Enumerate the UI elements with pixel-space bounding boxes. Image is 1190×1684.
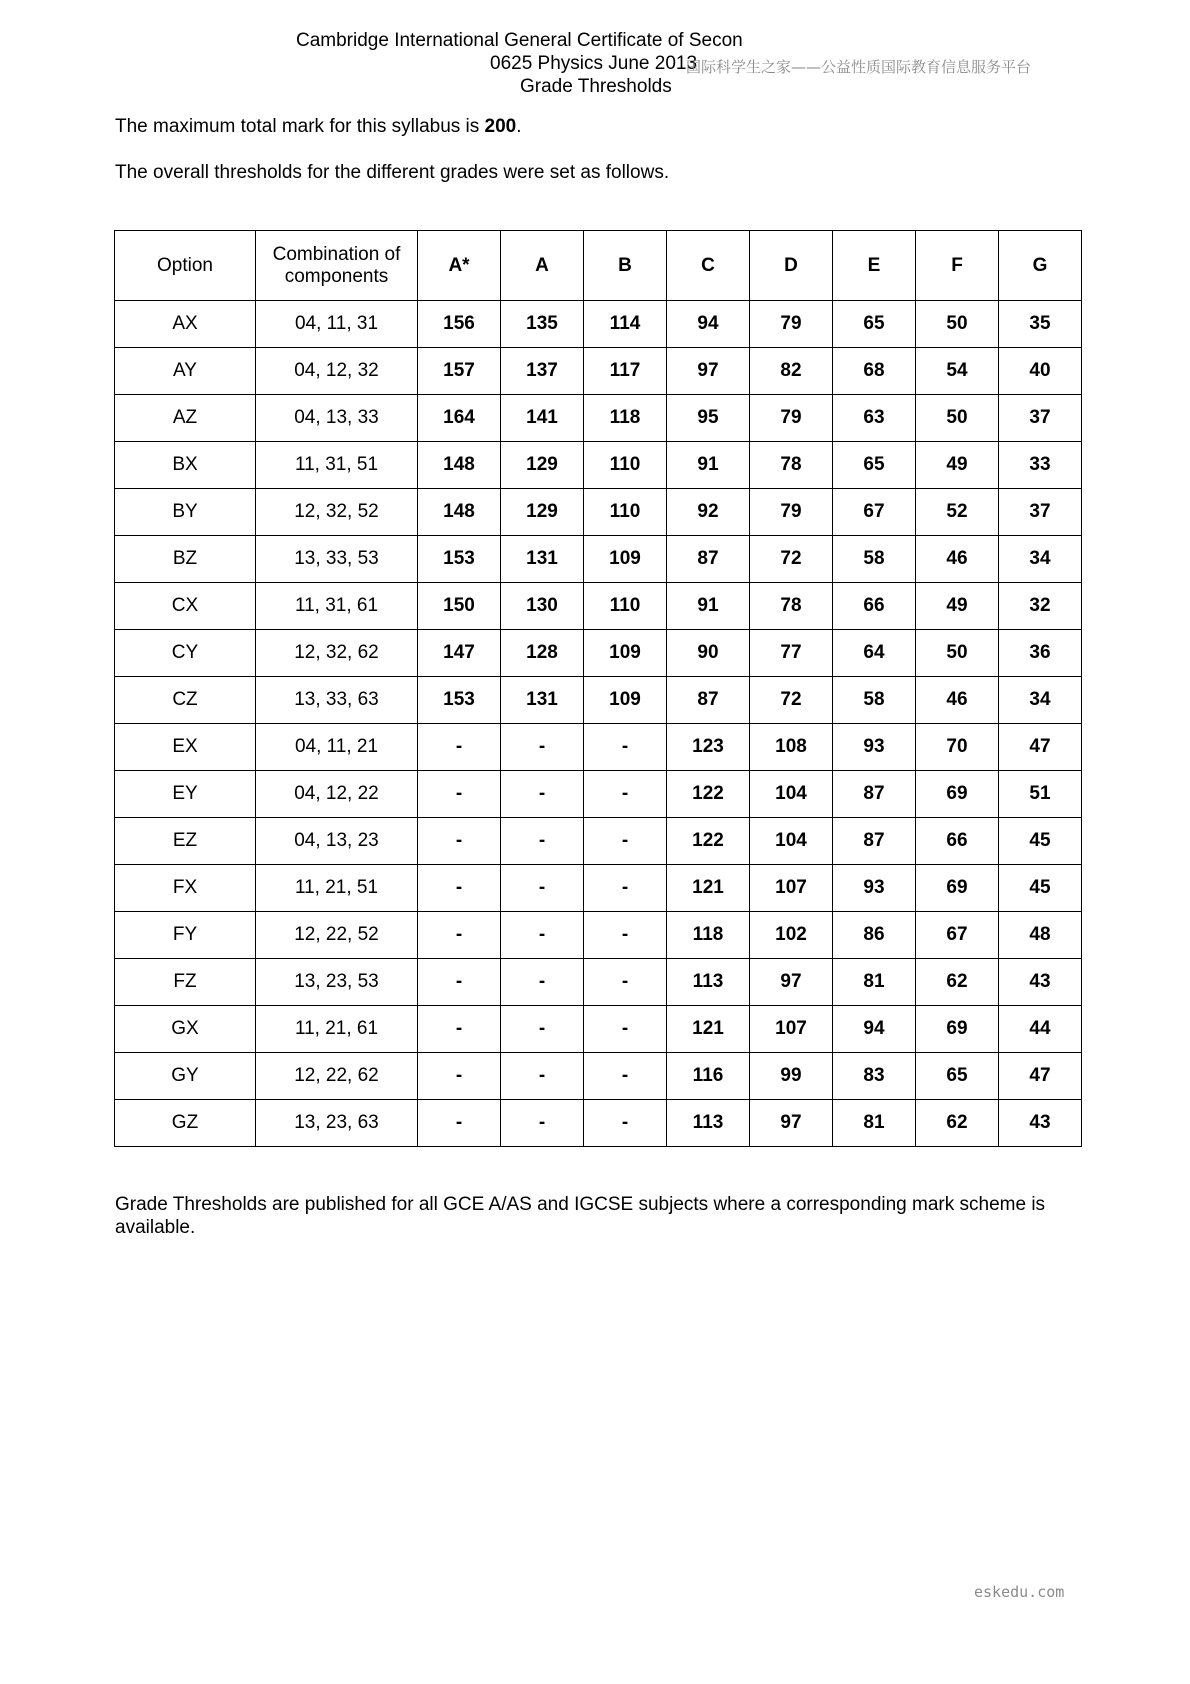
threshold-cell: 113 — [667, 1100, 750, 1147]
option-cell: EZ — [115, 818, 256, 865]
components-cell: 11, 21, 61 — [256, 1006, 418, 1053]
threshold-cell: 137 — [501, 348, 584, 395]
threshold-cell: 91 — [667, 442, 750, 489]
option-cell: GY — [115, 1053, 256, 1100]
threshold-cell: 49 — [916, 442, 999, 489]
threshold-cell: 121 — [667, 865, 750, 912]
option-cell: CY — [115, 630, 256, 677]
threshold-cell: 110 — [584, 583, 667, 630]
threshold-cell: 129 — [501, 489, 584, 536]
threshold-cell: 45 — [999, 865, 1082, 912]
threshold-cell: 117 — [584, 348, 667, 395]
option-cell: FZ — [115, 959, 256, 1006]
threshold-cell: 93 — [833, 724, 916, 771]
doc-heading: Grade Thresholds — [520, 76, 672, 97]
threshold-cell: 32 — [999, 583, 1082, 630]
threshold-cell: 87 — [833, 818, 916, 865]
threshold-cell: 43 — [999, 959, 1082, 1006]
threshold-cell: 109 — [584, 630, 667, 677]
table-row — [115, 771, 1082, 818]
threshold-cell: 107 — [750, 865, 833, 912]
threshold-cell: 107 — [750, 1006, 833, 1053]
threshold-cell: 94 — [833, 1006, 916, 1053]
header-grade-f: F — [916, 231, 999, 301]
threshold-cell: 122 — [667, 771, 750, 818]
threshold-cell: 46 — [916, 536, 999, 583]
threshold-cell: - — [418, 771, 501, 818]
threshold-cell: 40 — [999, 348, 1082, 395]
threshold-cell: - — [501, 1053, 584, 1100]
table-row — [115, 489, 1082, 536]
components-cell: 04, 11, 21 — [256, 724, 418, 771]
components-cell: 12, 22, 62 — [256, 1053, 418, 1100]
threshold-cell: 72 — [750, 677, 833, 724]
table-row — [115, 395, 1082, 442]
threshold-cell: - — [584, 771, 667, 818]
table-row — [115, 442, 1082, 489]
threshold-cell: 58 — [833, 677, 916, 724]
threshold-cell: - — [501, 865, 584, 912]
threshold-cell: 97 — [667, 348, 750, 395]
threshold-cell: 108 — [750, 724, 833, 771]
threshold-cell: 102 — [750, 912, 833, 959]
threshold-cell: 35 — [999, 301, 1082, 348]
components-cell: 04, 12, 22 — [256, 771, 418, 818]
threshold-cell: - — [501, 1100, 584, 1147]
table-header-row — [115, 231, 1082, 301]
threshold-cell: 50 — [916, 395, 999, 442]
doc-title: Cambridge International General Certificate of Secon — [296, 30, 743, 51]
threshold-cell: 70 — [916, 724, 999, 771]
threshold-cell: 82 — [750, 348, 833, 395]
threshold-cell: 110 — [584, 442, 667, 489]
threshold-cell: 131 — [501, 536, 584, 583]
threshold-cell: 113 — [667, 959, 750, 1006]
threshold-cell: 87 — [667, 677, 750, 724]
header-grade-e: E — [833, 231, 916, 301]
threshold-cell: 58 — [833, 536, 916, 583]
option-cell: GX — [115, 1006, 256, 1053]
threshold-cell: 33 — [999, 442, 1082, 489]
threshold-cell: 67 — [916, 912, 999, 959]
threshold-cell: 51 — [999, 771, 1082, 818]
header-components: Combination of components — [256, 231, 418, 301]
threshold-cell: 114 — [584, 301, 667, 348]
threshold-cell: 118 — [584, 395, 667, 442]
threshold-cell: 153 — [418, 677, 501, 724]
threshold-cell: 77 — [750, 630, 833, 677]
threshold-cell: 83 — [833, 1053, 916, 1100]
option-cell: BX — [115, 442, 256, 489]
threshold-cell: - — [584, 865, 667, 912]
threshold-cell: 93 — [833, 865, 916, 912]
components-cell: 04, 12, 32 — [256, 348, 418, 395]
threshold-cell: 78 — [750, 442, 833, 489]
threshold-cell: 67 — [833, 489, 916, 536]
table-row — [115, 724, 1082, 771]
option-cell: BY — [115, 489, 256, 536]
components-cell: 13, 23, 53 — [256, 959, 418, 1006]
watermark-text: 国际科学生之家——公益性质国际教育信息服务平台 — [686, 58, 1032, 76]
threshold-cell: - — [501, 771, 584, 818]
threshold-cell: 34 — [999, 677, 1082, 724]
threshold-cell: 87 — [833, 771, 916, 818]
threshold-cell: 34 — [999, 536, 1082, 583]
threshold-cell: 129 — [501, 442, 584, 489]
threshold-cell: - — [501, 912, 584, 959]
threshold-cell: 118 — [667, 912, 750, 959]
threshold-cell: 141 — [501, 395, 584, 442]
option-cell: CX — [115, 583, 256, 630]
components-cell: 13, 23, 63 — [256, 1100, 418, 1147]
threshold-cell: 62 — [916, 959, 999, 1006]
threshold-cell: 49 — [916, 583, 999, 630]
threshold-cell: 54 — [916, 348, 999, 395]
threshold-cell: - — [501, 959, 584, 1006]
components-cell: 12, 32, 52 — [256, 489, 418, 536]
max-mark-sentence — [115, 115, 522, 138]
option-cell: BZ — [115, 536, 256, 583]
components-cell: 11, 31, 61 — [256, 583, 418, 630]
threshold-cell: 131 — [501, 677, 584, 724]
max-mark-value: 200 — [484, 116, 517, 137]
option-cell: EY — [115, 771, 256, 818]
threshold-cell: 50 — [916, 301, 999, 348]
components-cell: 12, 22, 52 — [256, 912, 418, 959]
components-cell: 13, 33, 53 — [256, 536, 418, 583]
option-cell: AX — [115, 301, 256, 348]
table-row — [115, 301, 1082, 348]
option-cell: EX — [115, 724, 256, 771]
threshold-cell: 81 — [833, 959, 916, 1006]
table-row — [115, 536, 1082, 583]
option-cell: AZ — [115, 395, 256, 442]
header-grade-a-star: A* — [418, 231, 501, 301]
threshold-cell: 44 — [999, 1006, 1082, 1053]
threshold-cell: - — [418, 818, 501, 865]
doc-subtitle: 0625 Physics June 2013 — [490, 53, 698, 74]
option-cell: FX — [115, 865, 256, 912]
threshold-cell: 109 — [584, 536, 667, 583]
threshold-cell: - — [418, 959, 501, 1006]
threshold-cell: 62 — [916, 1100, 999, 1147]
threshold-cell: 122 — [667, 818, 750, 865]
threshold-cell: - — [501, 724, 584, 771]
threshold-cell: 52 — [916, 489, 999, 536]
components-cell: 11, 21, 51 — [256, 865, 418, 912]
threshold-cell: 37 — [999, 395, 1082, 442]
threshold-cell: 78 — [750, 583, 833, 630]
threshold-cell: - — [418, 1006, 501, 1053]
threshold-cell: 72 — [750, 536, 833, 583]
threshold-cell: 99 — [750, 1053, 833, 1100]
threshold-cell: - — [584, 724, 667, 771]
threshold-cell: 116 — [667, 1053, 750, 1100]
threshold-cell: 69 — [916, 865, 999, 912]
threshold-cell: 87 — [667, 536, 750, 583]
threshold-cell: 121 — [667, 1006, 750, 1053]
threshold-cell: 66 — [833, 583, 916, 630]
header-grade-d: D — [750, 231, 833, 301]
max-mark-suffix: . — [516, 116, 522, 137]
threshold-cell: 46 — [916, 677, 999, 724]
header-option: Option — [115, 231, 256, 301]
threshold-cell: 153 — [418, 536, 501, 583]
threshold-cell: 66 — [916, 818, 999, 865]
threshold-cell: 147 — [418, 630, 501, 677]
threshold-cell: 45 — [999, 818, 1082, 865]
threshold-cell: 157 — [418, 348, 501, 395]
threshold-cell: 69 — [916, 771, 999, 818]
threshold-cell: 36 — [999, 630, 1082, 677]
threshold-cell: 90 — [667, 630, 750, 677]
table-row — [115, 1100, 1082, 1147]
components-cell: 04, 13, 23 — [256, 818, 418, 865]
threshold-cell: 48 — [999, 912, 1082, 959]
threshold-cell: 94 — [667, 301, 750, 348]
threshold-cell: 50 — [916, 630, 999, 677]
threshold-cell: 63 — [833, 395, 916, 442]
threshold-cell: 69 — [916, 1006, 999, 1053]
threshold-cell: 164 — [418, 395, 501, 442]
threshold-cell: 79 — [750, 395, 833, 442]
threshold-cell: 109 — [584, 677, 667, 724]
table-row — [115, 1053, 1082, 1100]
threshold-cell: 148 — [418, 442, 501, 489]
threshold-cell: 97 — [750, 1100, 833, 1147]
components-cell: 12, 32, 62 — [256, 630, 418, 677]
components-cell: 11, 31, 51 — [256, 442, 418, 489]
option-cell: CZ — [115, 677, 256, 724]
footnote: Grade Thresholds are published for all GCE A/AS and IGCSE subjects where a corresponding mark scheme is available. — [115, 1194, 1046, 1238]
threshold-cell: 64 — [833, 630, 916, 677]
components-cell: 04, 13, 33 — [256, 395, 418, 442]
threshold-cell: 110 — [584, 489, 667, 536]
threshold-cell: 104 — [750, 771, 833, 818]
footer-site: eskedu.com — [974, 1583, 1065, 1601]
option-cell: AY — [115, 348, 256, 395]
threshold-cell: 79 — [750, 489, 833, 536]
max-mark-prefix: The maximum total mark for this syllabus is — [115, 116, 485, 137]
threshold-cell: 130 — [501, 583, 584, 630]
table-row — [115, 583, 1082, 630]
table-row — [115, 630, 1082, 677]
threshold-cell: - — [418, 1100, 501, 1147]
threshold-cell: 43 — [999, 1100, 1082, 1147]
table-row — [115, 959, 1082, 1006]
threshold-cell: - — [501, 818, 584, 865]
threshold-cell: - — [418, 724, 501, 771]
threshold-cell: 81 — [833, 1100, 916, 1147]
threshold-cell: - — [584, 1100, 667, 1147]
threshold-cell: 150 — [418, 583, 501, 630]
table-row — [115, 348, 1082, 395]
threshold-cell: 123 — [667, 724, 750, 771]
threshold-cell: - — [418, 912, 501, 959]
option-cell: GZ — [115, 1100, 256, 1147]
header-grade-g: G — [999, 231, 1082, 301]
threshold-cell: 92 — [667, 489, 750, 536]
components-cell: 04, 11, 31 — [256, 301, 418, 348]
thresholds-sentence: The overall thresholds for the different grades were set as follows. — [115, 162, 670, 183]
threshold-cell: 135 — [501, 301, 584, 348]
threshold-cell: - — [418, 865, 501, 912]
threshold-cell: 104 — [750, 818, 833, 865]
threshold-cell: 86 — [833, 912, 916, 959]
table-row — [115, 1006, 1082, 1053]
header-grade-c: C — [667, 231, 750, 301]
table-row — [115, 912, 1082, 959]
threshold-cell: - — [501, 1006, 584, 1053]
option-cell: FY — [115, 912, 256, 959]
threshold-cell: - — [584, 959, 667, 1006]
header-grade-b: B — [584, 231, 667, 301]
threshold-cell: 47 — [999, 724, 1082, 771]
threshold-cell: 97 — [750, 959, 833, 1006]
threshold-cell: 91 — [667, 583, 750, 630]
threshold-cell: - — [584, 818, 667, 865]
components-cell: 13, 33, 63 — [256, 677, 418, 724]
threshold-cell: - — [584, 912, 667, 959]
grade-threshold-table — [114, 230, 1082, 1147]
threshold-cell: - — [584, 1053, 667, 1100]
threshold-cell: 148 — [418, 489, 501, 536]
threshold-cell: - — [584, 1006, 667, 1053]
header-grade-a: A — [501, 231, 584, 301]
threshold-cell: 156 — [418, 301, 501, 348]
threshold-cell: 65 — [833, 442, 916, 489]
threshold-cell: 68 — [833, 348, 916, 395]
table-row — [115, 865, 1082, 912]
threshold-cell: 128 — [501, 630, 584, 677]
threshold-cell: 79 — [750, 301, 833, 348]
threshold-cell: - — [418, 1053, 501, 1100]
threshold-cell: 65 — [833, 301, 916, 348]
threshold-cell: 65 — [916, 1053, 999, 1100]
table-row — [115, 677, 1082, 724]
table-row — [115, 818, 1082, 865]
threshold-cell: 37 — [999, 489, 1082, 536]
threshold-cell: 95 — [667, 395, 750, 442]
threshold-cell: 47 — [999, 1053, 1082, 1100]
